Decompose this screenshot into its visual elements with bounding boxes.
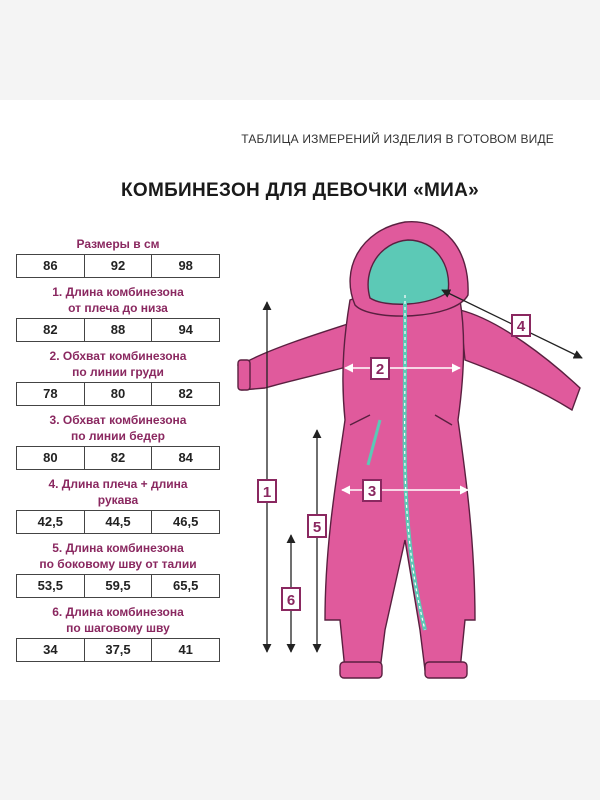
- measurement-title-line: рукава: [97, 493, 139, 507]
- measurement-1-row: [16, 318, 220, 342]
- measurement-title-line: по шаговому шву: [66, 621, 170, 635]
- value-cell: 78: [17, 383, 85, 405]
- marker-1-label: 1: [262, 484, 272, 501]
- marker-3-label: 3: [367, 483, 377, 500]
- value-cell: 84: [178, 450, 193, 465]
- value-cell: 34: [17, 639, 85, 661]
- measurement-title-line: по линии груди: [72, 365, 164, 379]
- value-cell: 42,5: [17, 511, 85, 533]
- measurement-title-line: 5. Длина комбинезона: [52, 541, 184, 555]
- value-cell: 44,5: [85, 511, 153, 533]
- value-cell: 80: [17, 447, 85, 469]
- sizes-label: Размеры в см: [76, 237, 160, 251]
- measurement-4-row: [16, 510, 220, 534]
- product-title: КОМБИНЕЗОН ДЛЯ ДЕВОЧКИ «МИА»: [121, 180, 479, 201]
- measurement-2-title: [16, 348, 220, 380]
- measurement-title-line: 6. Длина комбинезона: [52, 605, 184, 619]
- size-cell: 98: [178, 258, 193, 273]
- measurement-3-title: [16, 412, 220, 444]
- measurement-1-title: [16, 284, 220, 316]
- measurement-title-line: 4. Длина плеча + длина: [48, 477, 188, 491]
- jumpsuit-diagram: [220, 210, 590, 690]
- value-cell: 88: [85, 319, 153, 341]
- size-cell: 86: [17, 255, 85, 277]
- value-cell: 82: [17, 319, 85, 341]
- value-cell: 94: [178, 322, 193, 337]
- measurement-5-title: [16, 540, 220, 572]
- measurement-title-line: 2. Обхват комбинезона: [49, 349, 187, 363]
- size-cell: 92: [85, 255, 153, 277]
- marker-4-label: 4: [516, 318, 526, 335]
- measurement-5-row: [16, 574, 220, 598]
- measurement-title-line: от плеча до низа: [68, 301, 168, 315]
- value-cell: 82: [178, 386, 193, 401]
- measurement-title-line: 1. Длина комбинезона: [52, 285, 184, 299]
- marker-5-label: 5: [312, 519, 322, 536]
- size-chart-card: [0, 100, 600, 700]
- measurement-title-line: по линии бедер: [71, 429, 165, 443]
- value-cell: 41: [178, 642, 193, 657]
- measurement-2-row: [16, 382, 220, 406]
- measurement-6-title: [16, 604, 220, 636]
- value-cell: 46,5: [173, 514, 199, 529]
- marker-2-label: 2: [375, 361, 385, 378]
- sizes-row: [16, 254, 220, 278]
- value-cell: 53,5: [17, 575, 85, 597]
- measurement-4-title: [16, 476, 220, 508]
- marker-6-label: 6: [286, 592, 296, 609]
- value-cell: 65,5: [173, 578, 199, 593]
- value-cell: 82: [85, 447, 153, 469]
- value-cell: 80: [85, 383, 153, 405]
- measurement-title-line: 3. Обхват комбинезона: [49, 413, 187, 427]
- measurement-3-row: [16, 446, 220, 470]
- measurement-6-row: [16, 638, 220, 662]
- measurement-title-line: по боковому шву от талии: [39, 557, 197, 571]
- measurement-table: [16, 236, 220, 668]
- table-subtitle: ТАБЛИЦА ИЗМЕРЕНИЙ ИЗДЕЛИЯ В ГОТОВОМ ВИДЕ: [241, 132, 554, 146]
- value-cell: 37,5: [85, 639, 153, 661]
- value-cell: 59,5: [85, 575, 153, 597]
